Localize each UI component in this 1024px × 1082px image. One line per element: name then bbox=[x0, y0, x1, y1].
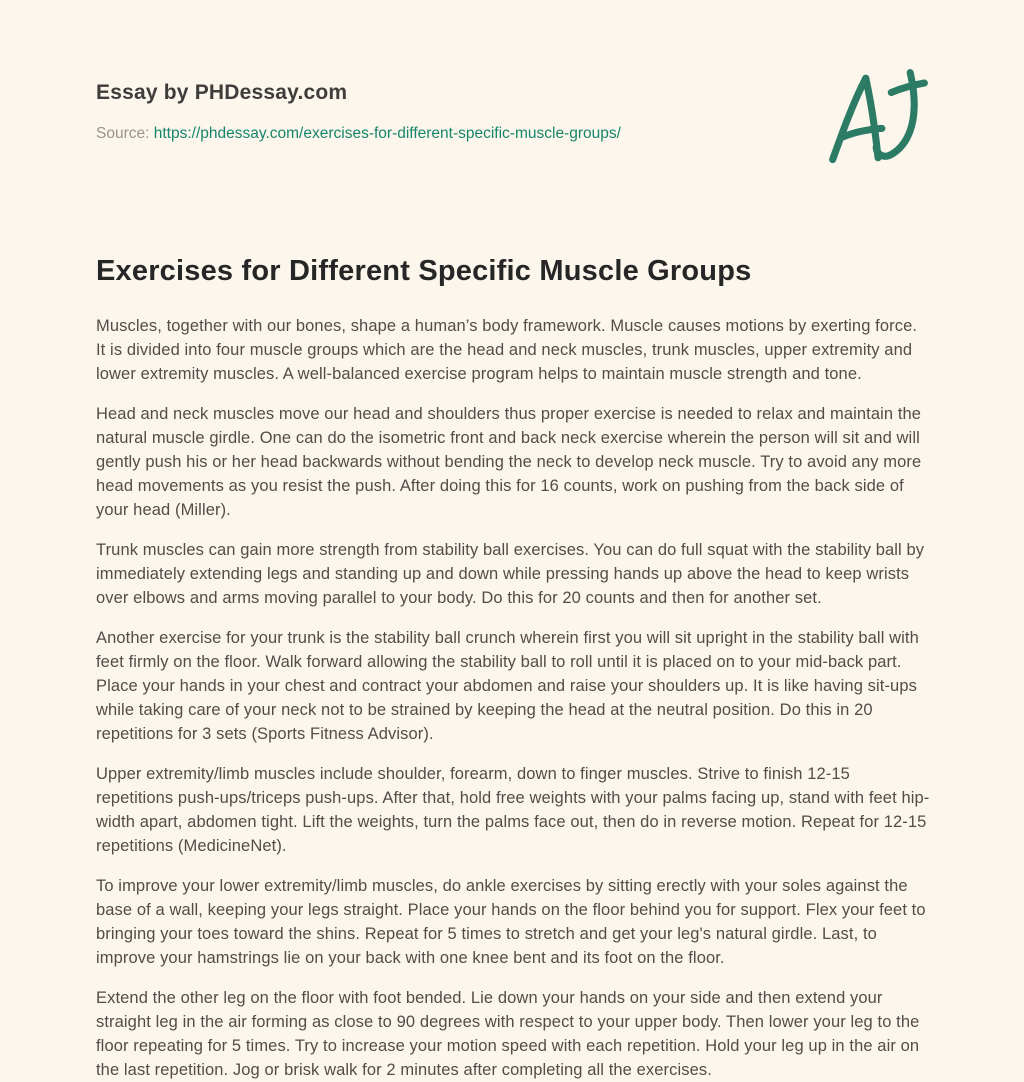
page-header bbox=[96, 78, 930, 170]
essay-title: Exercises for Different Specific Muscle Groups bbox=[96, 255, 752, 287]
essay-paragraph: Trunk muscles can gain more strength from stability ball exercises. You can do full squat with the stability ball by immediately extending legs and standing up and down while pressing hands up above the head to keep wrists over elbows and arms moving parallel to your body. Do this for 20 counts and then for another set. bbox=[96, 541, 925, 607]
essay-paragraph: Muscles, together with our bones, shape a human’s body framework. Muscle causes motions by exerting force. It is divided into four muscle groups which are the head and neck muscles, trunk muscles, upper extremity and lower extremity muscles. A well-balanced exercise program helps to maintain muscle strength and tone. bbox=[96, 317, 918, 383]
essay-body bbox=[96, 314, 930, 1082]
essay-paragraph: To improve your lower extremity/limb muscles, do ankle exercises by sitting erectly with your soles against the base of a wall, keeping your legs straight. Place your hands on the floor behind you for support. Flex your feet to bringing your toes toward the shins. Repeat for 5 times to stretch and get your leg's natural girdle. Last, to improve your hamstrings lie on your back with one knee bent and its foot on the floor. bbox=[96, 877, 926, 967]
essay-paragraph: Head and neck muscles move our head and shoulders thus proper exercise is needed to relax and maintain the natural muscle girdle. One can do the isometric front and back neck exercise wherein the person will sit and will gently push his or her head backwards without bending the neck to develop neck muscle. Try to avoid any more head movements as you resist the push. After doing this for 16 counts, work on pushing from the back side of your head (Miller). bbox=[96, 405, 922, 519]
essay-byline: Essay by PHDessay.com bbox=[96, 81, 348, 104]
header-text-block bbox=[96, 78, 621, 144]
essay-paragraph: Extend the other leg on the floor with foot bended. Lie down your hands on your side and then extend your straight leg in the air forming as close to 90 degrees with respect to your upper body. Then lower your leg to the floor repeating for 5 times. Try to increase your motion speed with each repetition. Hold your leg up in the air on the last repetition. Jog or brisk walk for 2 minutes after completing all the exercises. bbox=[96, 989, 920, 1079]
essay-paragraph: Upper extremity/limb muscles include shoulder, forearm, down to finger muscles. Strive to finish 12-15 repetitions push-ups/triceps push-ups. After that, hold free weights with your palms facing up, stand with feet hip-width apart, abdomen tight. Lift the weights, turn the palms face out, then do in reverse motion. Repeat for 12-15 repetitions (MedicineNet). bbox=[96, 765, 930, 855]
source-label: Source: bbox=[96, 125, 150, 142]
source-line bbox=[96, 124, 621, 144]
source-url-link[interactable]: https://phdessay.com/exercises-for-different-specific-muscle-groups/ bbox=[153, 125, 621, 142]
essay-paragraph: Another exercise for your trunk is the stability ball crunch wherein first you will sit upright in the stability ball with feet firmly on the floor. Walk forward allowing the stability ball to roll until it is placed on to your mid-back part. Place your hands in your chest and contract your abdomen and raise your shoulders up. It is like having sit-ups while taking care of your neck not to be strained by keeping the head at the neutral position. Do this in 20 repetitions for 3 sets (Sports Fitness Advisor). bbox=[96, 629, 919, 743]
phdessay-a-plus-logo-icon bbox=[822, 66, 936, 170]
